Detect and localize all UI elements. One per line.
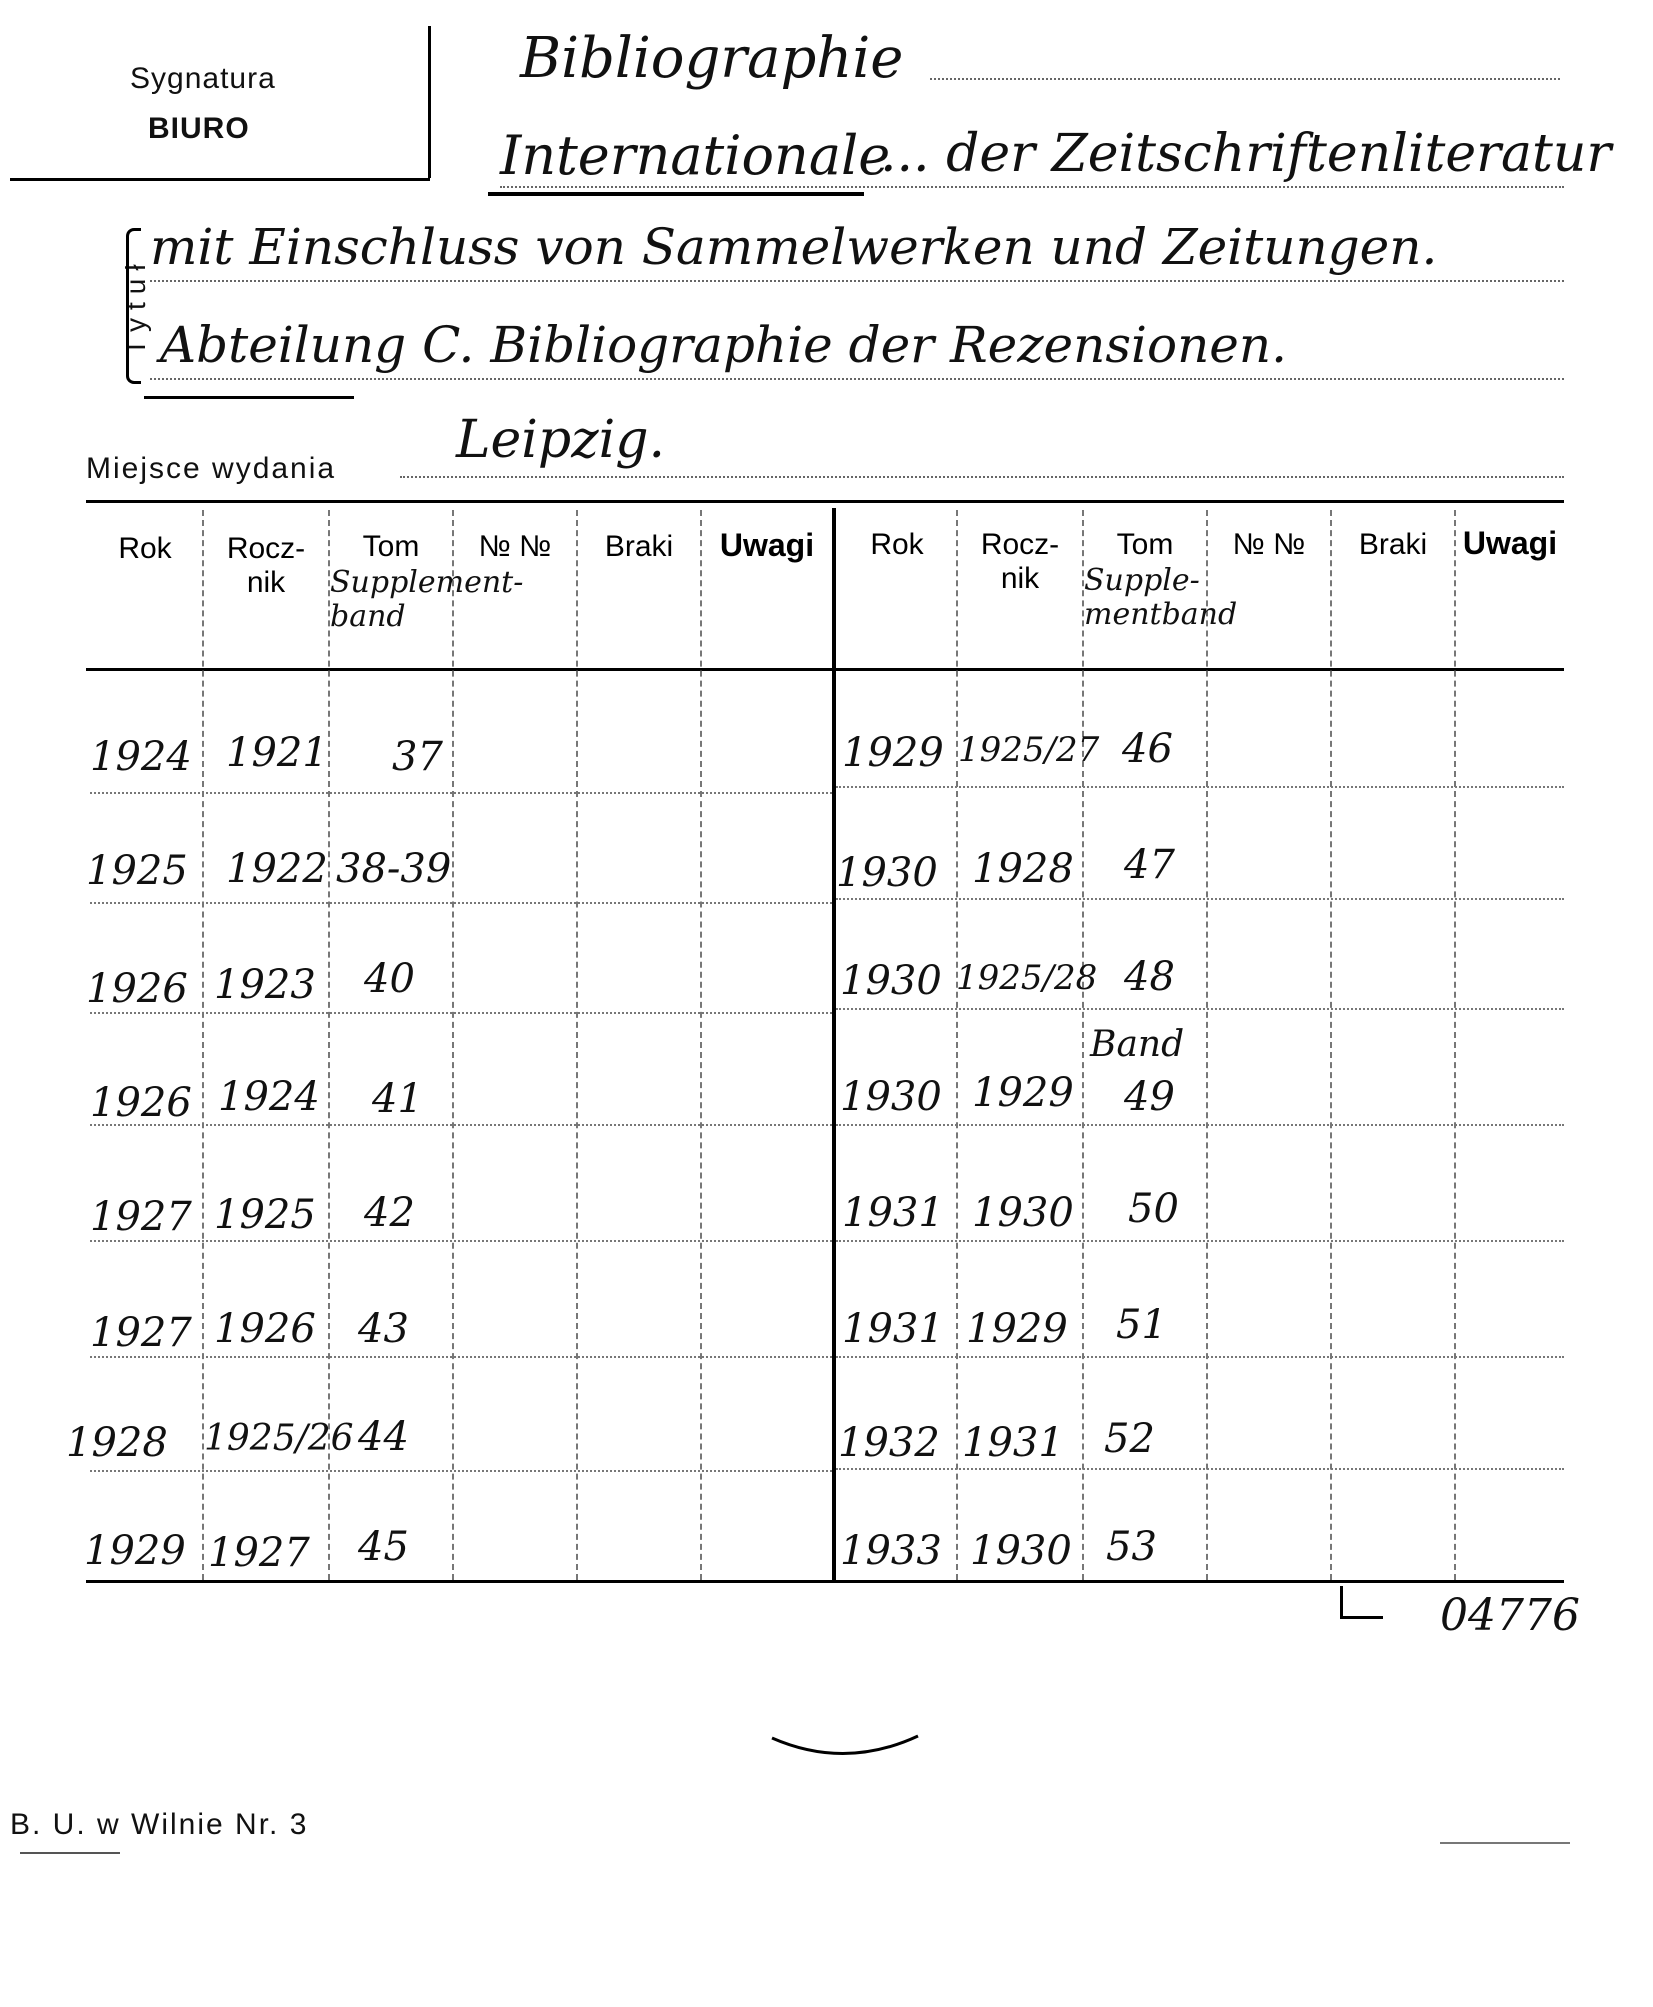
header-tom-extra-right: Supple- mentband xyxy=(1084,563,1238,632)
row-rule xyxy=(836,786,1564,788)
table-row-left-6-rocznik: 1926 xyxy=(214,1306,316,1352)
header-rocznik-left: Rocz- nik xyxy=(226,532,306,599)
table-row-right-6-tom: 51 xyxy=(1116,1302,1167,1348)
col-divider xyxy=(1330,510,1332,1580)
table-row-right-4-tom-note: Band xyxy=(1090,1024,1185,1065)
title-line-1: Bibliographie xyxy=(520,26,904,91)
table-row-left-8-rok: 1929 xyxy=(84,1528,186,1574)
catalog-number-mark xyxy=(1340,1586,1383,1619)
table-row-right-7-rocznik: 1931 xyxy=(962,1420,1064,1466)
row-rule xyxy=(836,1008,1564,1010)
title-line-1-rule xyxy=(930,78,1560,80)
table-row-left-8-tom: 45 xyxy=(358,1524,409,1570)
row-rule xyxy=(836,1124,1564,1126)
table-row-right-8-rocznik: 1930 xyxy=(970,1528,1072,1574)
header-rok-right: Rok xyxy=(870,528,924,561)
table-row-right-4-rok: 1930 xyxy=(840,1074,942,1120)
table-row-right-1-rocznik: 1925/27 xyxy=(958,730,1100,770)
row-rule xyxy=(90,1470,832,1472)
row-rule xyxy=(836,1240,1564,1242)
table-row-right-1-tom: 46 xyxy=(1122,726,1173,772)
table-row-left-2-rocznik: 1922 xyxy=(226,846,328,892)
decorative-curve-icon xyxy=(770,1730,920,1770)
title-line-4-rule xyxy=(150,378,1564,380)
title-side-label: Tytuł xyxy=(120,256,151,356)
place-label: Miejsce wydania xyxy=(86,452,337,485)
table-row-right-8-tom: 53 xyxy=(1106,1524,1157,1570)
title-line-2-rule xyxy=(500,186,1564,188)
header-rok-left: Rok xyxy=(118,532,172,565)
row-rule xyxy=(90,1240,832,1242)
table-row-left-1-rok: 1924 xyxy=(90,734,192,780)
row-rule xyxy=(90,1012,832,1014)
title-underline xyxy=(488,192,864,196)
table-row-left-2-tom: 38-39 xyxy=(336,846,452,892)
title-line-2a: Internationale xyxy=(500,124,891,187)
table-row-right-7-rok: 1932 xyxy=(838,1420,940,1466)
table-row-right-2-rocznik: 1928 xyxy=(972,846,1074,892)
title-line-3: mit Einschluss von Sammelwerken und Zeitungen. xyxy=(150,218,1438,276)
table-center-divider xyxy=(832,508,836,1582)
table-row-left-4-rocznik: 1924 xyxy=(218,1074,320,1120)
header-braki-right: Braki xyxy=(1358,528,1428,561)
place-value: Leipzig. xyxy=(456,410,666,470)
table-row-right-8-rok: 1933 xyxy=(840,1528,942,1574)
header-tom-right: Tom xyxy=(1116,528,1174,561)
col-divider xyxy=(576,510,578,1580)
table-row-right-6-rocznik: 1929 xyxy=(966,1306,1068,1352)
header-uwagi-right: Uwagi xyxy=(1462,525,1558,561)
table-row-left-4-tom: 41 xyxy=(372,1076,423,1122)
table-row-right-2-rok: 1930 xyxy=(836,850,938,896)
table-row-left-7-rok: 1928 xyxy=(66,1420,168,1466)
col-divider xyxy=(1082,510,1084,1580)
table-row-left-6-rok: 1927 xyxy=(90,1310,192,1356)
table-row-right-5-rok: 1931 xyxy=(842,1190,944,1236)
row-rule xyxy=(90,1356,832,1358)
table-top-rule xyxy=(86,500,1564,503)
table-row-right-3-rok: 1930 xyxy=(840,958,942,1004)
table-row-left-5-tom: 42 xyxy=(364,1190,415,1236)
table-row-right-2-tom: 47 xyxy=(1124,842,1175,888)
catalog-number: 04776 xyxy=(1440,1590,1580,1641)
table-row-right-5-rocznik: 1930 xyxy=(972,1190,1074,1236)
row-rule xyxy=(836,898,1564,900)
sygnatura-bottom-rule xyxy=(10,178,430,181)
table-row-left-5-rocznik: 1925 xyxy=(214,1192,316,1238)
table-row-left-4-rok: 1926 xyxy=(90,1080,192,1126)
table-row-right-4-tom: 49 xyxy=(1124,1074,1175,1120)
table-header-rule xyxy=(86,668,1564,671)
title-brace xyxy=(126,228,141,384)
row-rule xyxy=(836,1356,1564,1358)
sygnatura-value: BIURO xyxy=(148,112,250,145)
table-row-left-7-tom: 44 xyxy=(358,1414,409,1460)
table-row-left-3-rok: 1926 xyxy=(86,966,188,1012)
title-line-4-underline xyxy=(144,396,354,399)
table-row-left-7-rocznik: 1925/26 xyxy=(204,1418,354,1459)
title-line-3-rule xyxy=(150,280,1564,282)
header-braki-left: Braki xyxy=(604,530,674,563)
col-divider xyxy=(1206,510,1208,1580)
table-row-right-1-rok: 1929 xyxy=(842,730,944,776)
header-uwagi-left: Uwagi xyxy=(719,527,815,563)
header-tom-left: Tom xyxy=(362,530,420,563)
table-row-right-4-rocznik: 1929 xyxy=(972,1070,1074,1116)
sygnatura-divider xyxy=(428,26,431,178)
header-nr-left: № № xyxy=(478,530,552,563)
footer-rule-right xyxy=(1440,1842,1570,1844)
title-line-4: Abteilung C. Bibliographie der Rezensionen. xyxy=(160,316,1287,374)
table-row-left-3-tom: 40 xyxy=(364,956,415,1002)
table-row-left-2-rok: 1925 xyxy=(86,848,188,894)
col-divider xyxy=(956,510,958,1580)
sygnatura-label: Sygnatura xyxy=(130,62,276,95)
col-divider xyxy=(700,510,702,1580)
table-row-right-3-tom: 48 xyxy=(1124,954,1175,1000)
table-row-left-8-rocznik: 1927 xyxy=(208,1530,310,1576)
row-rule xyxy=(90,1124,832,1126)
row-rule xyxy=(90,792,832,794)
header-rocznik-right: Rocz- nik xyxy=(980,528,1060,595)
table-row-left-3-rocznik: 1923 xyxy=(214,962,316,1008)
footer-rule xyxy=(20,1852,120,1854)
title-line-2b: ... der Zeitschriftenliteratur xyxy=(880,124,1612,184)
table-row-left-5-rok: 1927 xyxy=(90,1194,192,1240)
footer-library-mark: B. U. w Wilnie Nr. 3 xyxy=(10,1808,309,1841)
header-tom-extra-left: Supplement- band xyxy=(330,565,524,634)
table-row-right-3-rocznik: 1925/28 xyxy=(956,958,1098,998)
table-row-right-7-tom: 52 xyxy=(1104,1416,1155,1462)
table-row-right-5-tom: 50 xyxy=(1128,1186,1179,1232)
col-divider xyxy=(1454,510,1456,1580)
table-row-left-1-tom: 37 xyxy=(392,734,443,780)
table-row-left-1-rocznik: 1921 xyxy=(226,730,328,776)
place-rule xyxy=(400,476,1564,478)
col-divider xyxy=(452,510,454,1580)
table-row-left-6-tom: 43 xyxy=(358,1306,409,1352)
table-bottom-rule xyxy=(86,1580,1564,1583)
header-nr-right: № № xyxy=(1232,528,1306,561)
row-rule xyxy=(836,1468,1564,1470)
table-row-right-6-rok: 1931 xyxy=(842,1306,944,1352)
row-rule xyxy=(90,902,832,904)
